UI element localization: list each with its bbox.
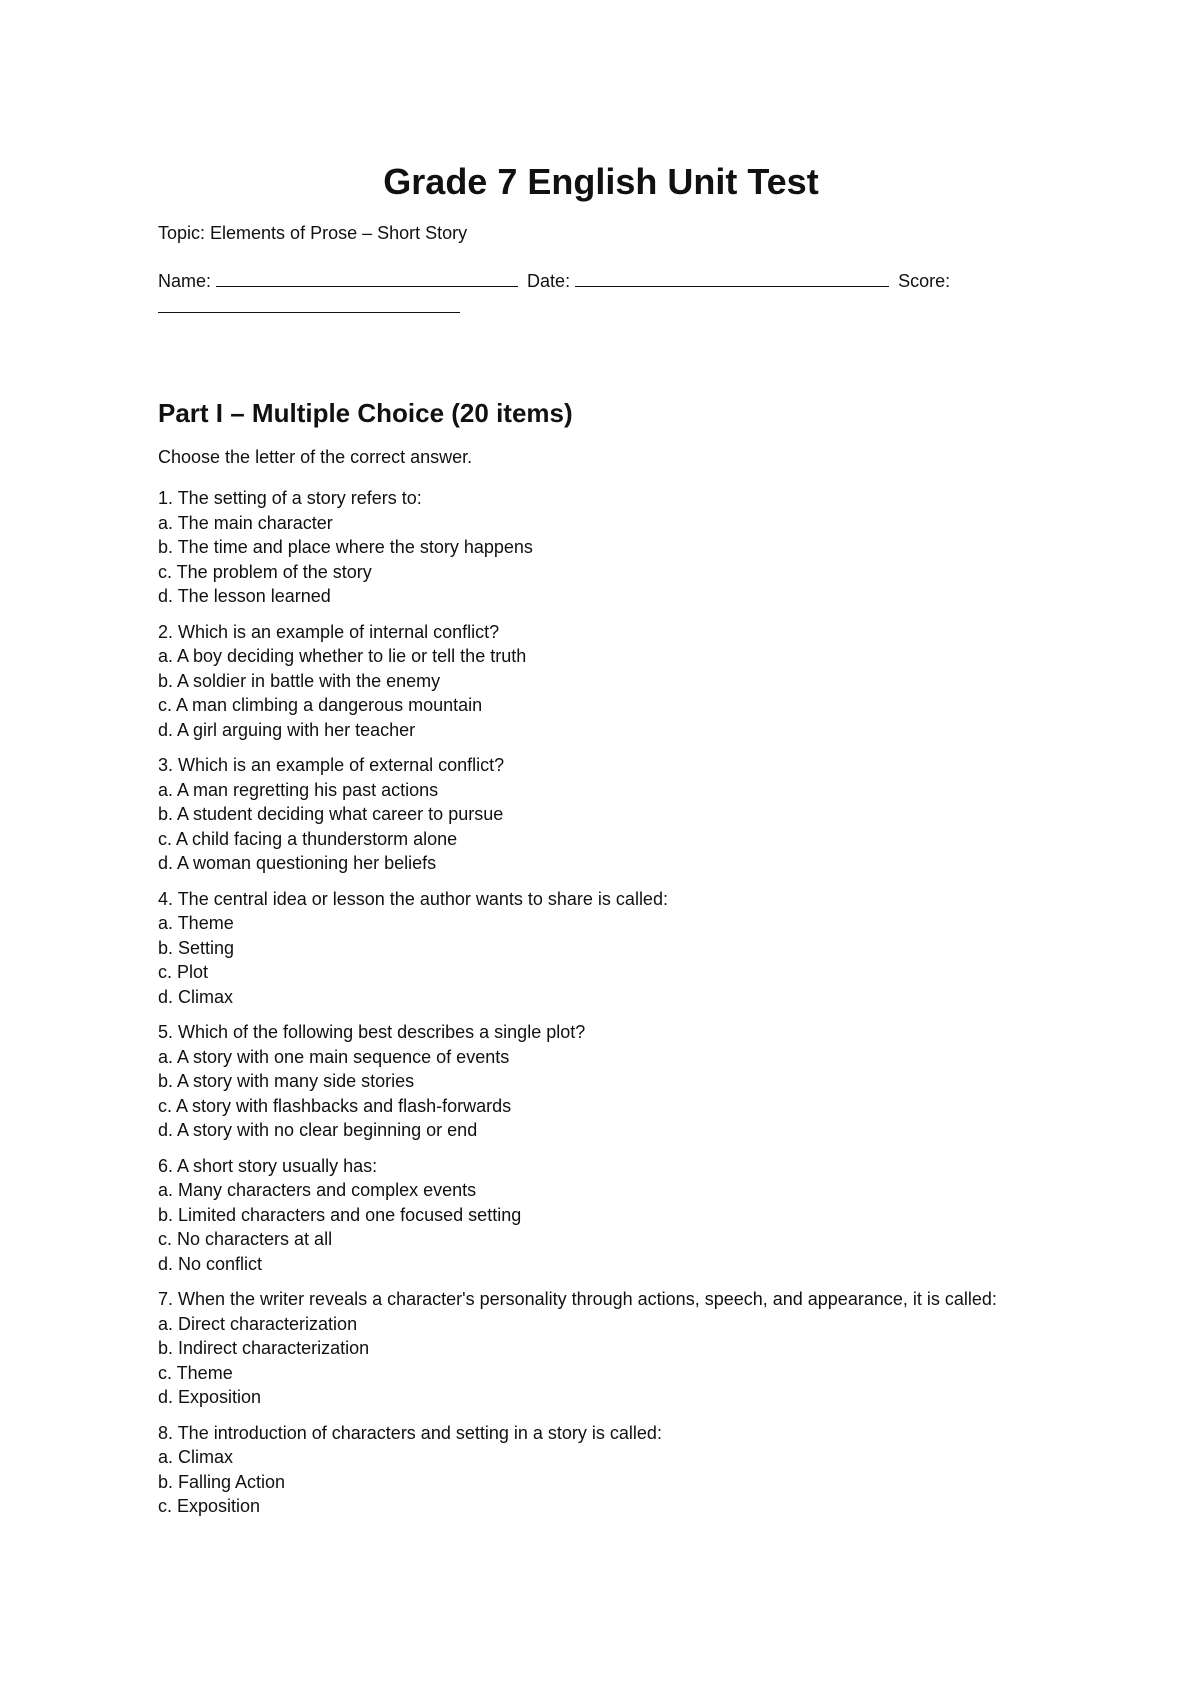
answer-option: d. A story with no clear beginning or end	[158, 1120, 478, 1140]
score-blank[interactable]	[158, 296, 460, 313]
question-stem: 7. When the writer reveals a character's personality through actions, speech, and appearance, it is called:	[158, 1289, 997, 1309]
question-item	[158, 1421, 1058, 1519]
part-1-instructions: Choose the letter of the correct answer.	[158, 447, 473, 467]
topic-line: Topic: Elements of Prose – Short Story	[158, 223, 468, 243]
answer-option: a. Climax	[158, 1447, 234, 1467]
answer-option: b. Indirect characterization	[158, 1338, 370, 1358]
answer-option: c. A child facing a thunderstorm alone	[158, 828, 458, 849]
question-item	[158, 1154, 1058, 1277]
answer-option: c. Exposition	[158, 1496, 261, 1516]
score-label: Score:	[898, 271, 951, 291]
answer-option: d. A woman questioning her beliefs	[158, 853, 437, 873]
name-label: Name:	[158, 271, 212, 291]
question-stem: 4. The central idea or lesson the author wants to share is called:	[158, 888, 668, 909]
page-title: Grade 7 English Unit Test	[383, 161, 819, 202]
answer-option: a. A story with one main sequence of events	[158, 1046, 510, 1067]
answer-option: c. No characters at all	[158, 1229, 333, 1249]
answer-option: d. Exposition	[158, 1387, 262, 1407]
date-blank[interactable]	[575, 270, 889, 287]
answer-option: b. A story with many side stories	[158, 1071, 415, 1091]
answer-option: c. A man climbing a dangerous mountain	[158, 695, 483, 715]
answer-option: c. A story with flashbacks and flash-forwards	[158, 1095, 512, 1116]
answer-option: c. Theme	[158, 1362, 233, 1383]
answer-option: a. A man regretting his past actions	[158, 779, 439, 800]
answer-option: b. Setting	[158, 937, 235, 958]
question-stem: 1. The setting of a story refers to:	[158, 488, 422, 508]
question-item	[158, 486, 1058, 609]
answer-option: d. The lesson learned	[158, 586, 331, 606]
question-stem: 3. Which is an example of external conflict?	[158, 755, 505, 775]
question-stem: 2. Which is an example of internal conflict?	[158, 621, 500, 642]
answer-option: c. The problem of the story	[158, 561, 372, 582]
answer-option: b. A soldier in battle with the enemy	[158, 670, 441, 691]
name-blank[interactable]	[216, 270, 518, 287]
question-item	[158, 753, 1058, 876]
answer-option: b. Falling Action	[158, 1471, 286, 1492]
question-stem: 6. A short story usually has:	[158, 1155, 378, 1176]
question-item	[158, 1287, 1058, 1410]
question-list	[158, 486, 1058, 1519]
question-item	[158, 620, 1058, 743]
question-item	[158, 1020, 1058, 1143]
answer-option: c. Plot	[158, 962, 209, 982]
part-1-heading: Part I – Multiple Choice (20 items)	[158, 398, 573, 428]
answer-option: b. A student deciding what career to pursue	[158, 804, 504, 824]
question-stem: 8. The introduction of characters and setting in a story is called:	[158, 1422, 662, 1443]
answer-option: d. No conflict	[158, 1253, 263, 1274]
date-label: Date:	[527, 271, 571, 291]
question-item	[158, 887, 1058, 1010]
test-page	[158, 160, 1058, 1530]
answer-option: d. A girl arguing with her teacher	[158, 719, 416, 740]
answer-option: b. The time and place where the story happens	[158, 537, 533, 557]
question-stem: 5. Which of the following best describes a single plot?	[158, 1022, 586, 1042]
answer-option: a. Theme	[158, 913, 234, 933]
answer-option: a. Direct characterization	[158, 1313, 358, 1334]
student-info-fields	[158, 268, 1058, 320]
answer-option: a. The main character	[158, 512, 333, 533]
answer-option: d. Climax	[158, 986, 234, 1007]
answer-option: a. Many characters and complex events	[158, 1180, 477, 1200]
answer-option: a. A boy deciding whether to lie or tell the truth	[158, 646, 527, 666]
answer-option: b. Limited characters and one focused setting	[158, 1204, 522, 1225]
